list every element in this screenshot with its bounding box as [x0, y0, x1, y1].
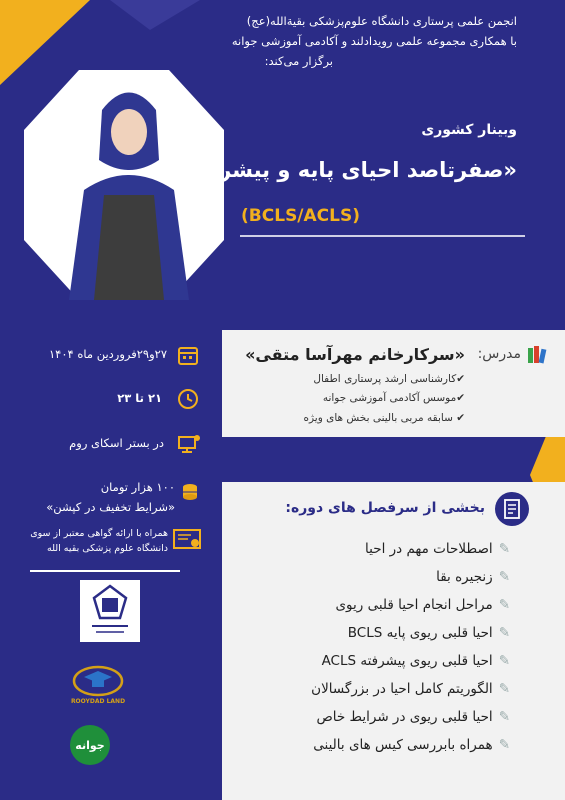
header-line-3: برگزار می‌کند: — [264, 54, 333, 68]
syllabus-item — [436, 569, 510, 585]
item-icon: ✎ — [498, 597, 510, 613]
discount-note: «شرایط تخفیف در کپشن» — [46, 500, 175, 514]
title-underline — [240, 235, 525, 237]
books-icon — [525, 342, 549, 366]
item-icon: ✎ — [498, 569, 510, 585]
syllabus-item-text: همراه بابررسی کیس های بالینی — [313, 737, 493, 753]
rooydad-land-text: ROOYDAD LAND — [70, 698, 126, 705]
coins-icon — [178, 480, 202, 504]
syllabus-item-text: الگوریتم کامل احیا در بزرگسالان — [311, 681, 493, 697]
syllabus-item-text: مراحل انجام احیا قلبی ریوی — [335, 597, 493, 613]
javaneh-text: جوانه — [75, 738, 105, 752]
syllabus-item — [335, 597, 510, 613]
item-icon: ✎ — [498, 541, 510, 557]
left-divider — [30, 570, 180, 572]
syllabus-document-icon — [495, 492, 529, 526]
item-icon: ✎ — [498, 737, 510, 753]
instructor-photo — [24, 70, 224, 300]
event-date: ۲۷و۲۹فروردین ماه ۱۴۰۴ — [48, 347, 167, 361]
rooydad-land-logo — [68, 663, 128, 708]
item-icon: ✎ — [498, 681, 510, 697]
instructor-name: «سرکارخانم مهرآسا متقی» — [245, 345, 465, 364]
syllabus-item-text: احیا قلبی ریوی پایه BCLS — [347, 625, 493, 641]
item-icon: ✎ — [498, 625, 510, 641]
event-platform: در بستر اسکای روم — [69, 436, 164, 450]
certificate-icon — [172, 527, 204, 553]
event-time: ۲۱ تا ۲۳ — [117, 391, 162, 405]
credential-3: ✔ سابقه مربی بالینی بخش های ویژه — [303, 412, 465, 424]
online-platform-icon — [176, 432, 202, 456]
university-logo — [80, 580, 140, 642]
syllabus-item-text: اصطلاحات مهم در احیا — [365, 541, 493, 557]
syllabus-item-text: احیا قلبی ریوی پیشرفته ACLS — [321, 653, 493, 669]
syllabus-heading: بخشی از سرفصل های دوره: — [285, 500, 485, 516]
syllabus-item — [365, 541, 510, 557]
event-title: «صفرتاصد احیای پایه و پیشرفته» — [170, 158, 517, 182]
clock-icon — [176, 387, 200, 411]
syllabus-item — [316, 709, 510, 725]
event-tag: (BCLS/ACLS) — [241, 206, 360, 226]
item-icon: ✎ — [498, 709, 510, 725]
syllabus-item-text: زنجیره بقا — [436, 569, 493, 585]
syllabus-item — [322, 653, 510, 669]
certificate-note: همراه با ارائه گواهی معتبر از سوی دانشگاه علوم پزشکی بقیه الله — [30, 528, 168, 554]
syllabus-item — [313, 737, 510, 753]
event-price: ۱۰۰ هزار تومان — [100, 480, 175, 494]
syllabus-item — [348, 625, 510, 641]
header-line-1: انجمن علمی پرستاری دانشگاه علوم‌پزشکی بقیة‌الله(عج) — [246, 14, 517, 28]
event-kind: وبینار کشوری — [421, 122, 517, 138]
header-line-2: با همکاری مجموعه علمی رویدادلند و آکادمی آموزشی جوانه — [231, 34, 517, 48]
credential-2: ✔موسس آکادمی آموزشی جوانه — [322, 392, 465, 404]
credential-1: ✔کارشناسی ارشد پرستاری اطفال — [313, 373, 465, 385]
item-icon: ✎ — [498, 653, 510, 669]
instructor-label: مدرس: — [477, 346, 521, 362]
syllabus-item — [311, 681, 510, 697]
syllabus-item-text: احیا قلبی ریوی در شرایط خاص — [316, 709, 493, 725]
calendar-icon — [176, 343, 200, 367]
javaneh-logo — [70, 725, 110, 765]
